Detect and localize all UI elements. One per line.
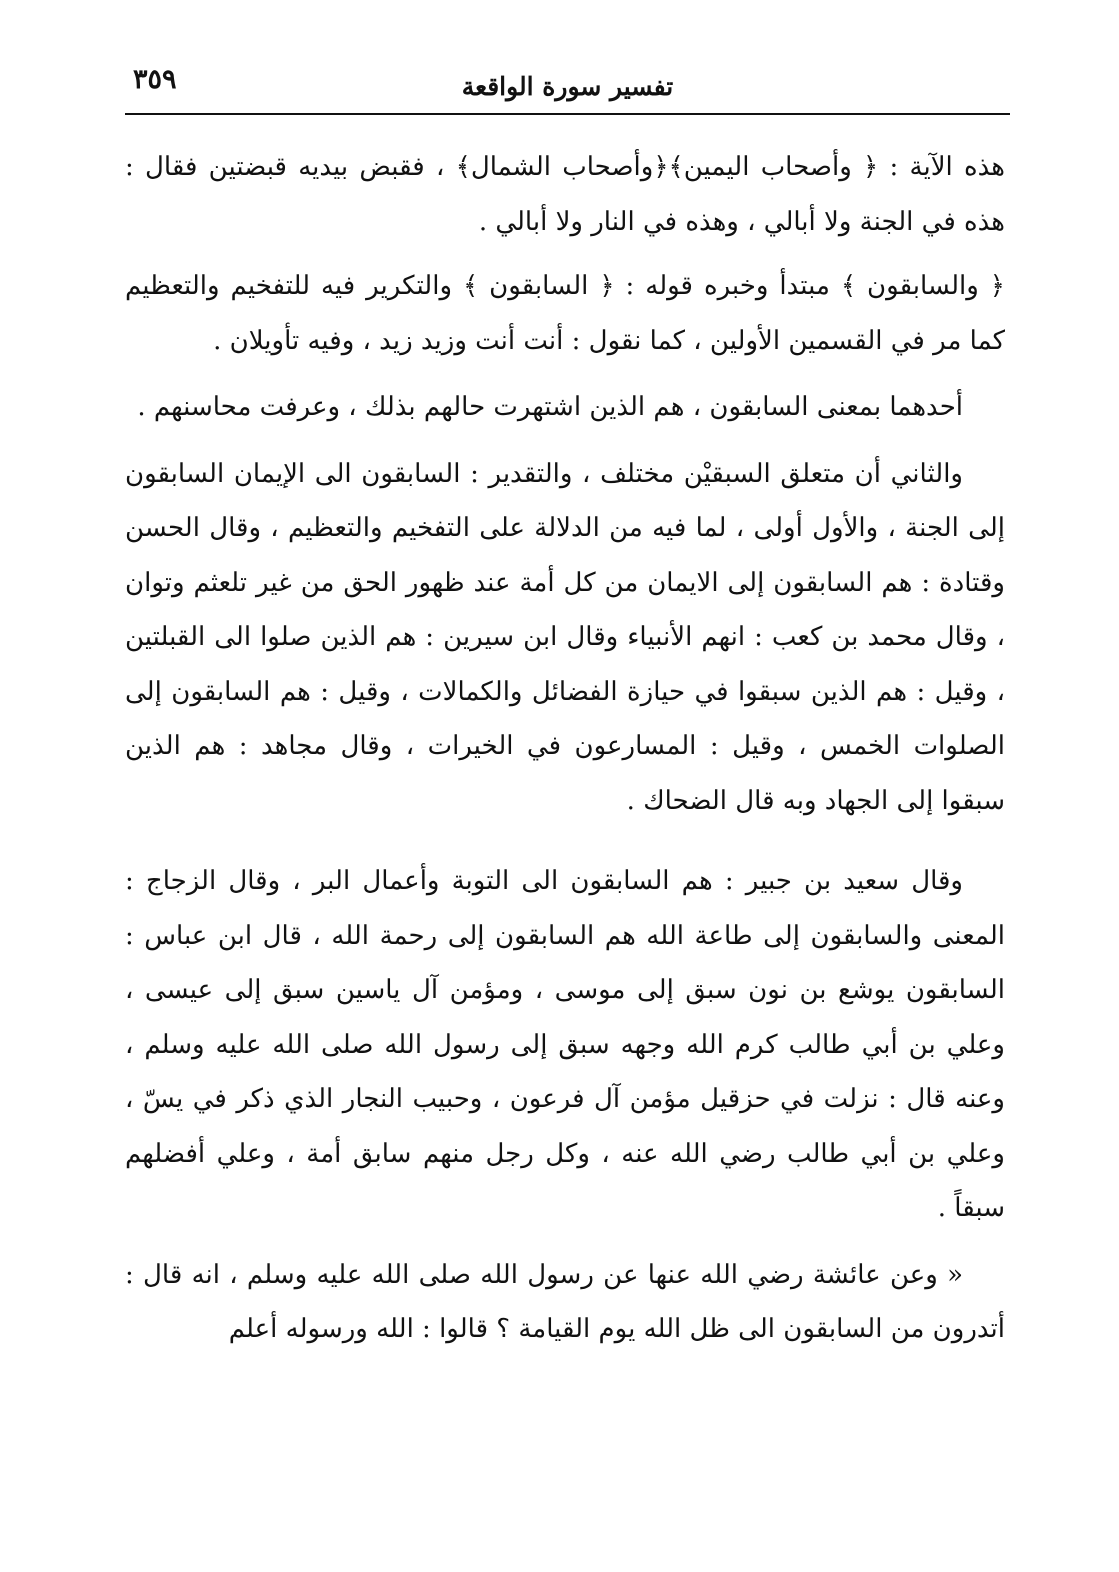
running-title: تفسير سورة الواقعة <box>461 72 674 101</box>
paragraph-1: هذه الآية : ﴿ وأصحاب اليمين﴾﴿وأصحاب الشمال﴾ ، فقبض بيديه قبضتين فقال : هذه في الجنة ولا أبالي ، وهذه في النار ولا أبالي . <box>125 152 1005 237</box>
paragraph-5: وقال سعيد بن جبير : هم السابقون الى التوبة وأعمال البر ، وقال الزجاج : المعنى والسابقون إلى طاعة الله هم السابقون إلى رحمة الله ، قال ابن عباس : السابقون يوشع بن نون سبق إلى موسى ، ومؤمن آل ياسين سبق إلى عيسى ، وعلي بن أبي طالب كرم الله وجهه سبق إلى رسول الله صلى الله عليه وسلم ، وعنه قال : نزلت في حزقيل مؤمن آل فرعون ، وحبيب النجار الذي ذكر في يسّ ، وعلي بن أبي طالب رضي الله عنه ، وكل رجل منهم سابق أمة ، وعلي أفضلهم سبقاً . <box>125 866 1005 1223</box>
header-divider <box>125 113 1010 115</box>
paragraph-2: ﴿ والسابقون ﴾ مبتدأ وخبره قوله : ﴿ السابقون ﴾ والتكرير فيه للتفخيم والتعظيم كما مر في القسمين الأولين ، كما نقول : أنت أنت وزيد زيد ، وفيه تأويلان . <box>125 271 1005 356</box>
paragraph-6: « وعن عائشة رضي الله عنها عن رسول الله صلى الله عليه وسلم ، انه قال : أتدرون من السابقون الى ظل الله يوم القيامة ؟ قالوا : الله ورسوله أعلم <box>125 1259 1005 1344</box>
paragraph-4: والثاني أن متعلق السبقيْن مختلف ، والتقدير : السابقون الى الإيمان السابقون إلى الجنة ، والأول أولى ، لما فيه من الدلالة على التفخيم والتعظيم ، وقال الحسن وقتادة : هم السابقون إلى الايمان من كل أمة عند ظهور الحق من غير تلعثم وتوان ، وقال محمد بن كعب : انهم الأنبياء وقال ابن سيرين : هم الذين صلوا الى القبلتين ، وقيل : هم الذين سبقوا في حيازة الفضائل والكمالات ، وقيل : هم السابقون إلى الصلوات الخمس ، وقيل : المسارعون في الخيرات ، وقال مجاهد : هم الذين سبقوا إلى الجهاد وبه قال الضحاك . <box>125 458 1005 816</box>
page-body <box>125 140 1005 1560</box>
paragraph-3: أحدهما بمعنى السابقون ، هم الذين اشتهرت حالهم بذلك ، وعرفت محاسنهم . <box>137 392 963 422</box>
page-number: ٣٥٩ <box>133 64 177 95</box>
page-header <box>125 64 1010 110</box>
